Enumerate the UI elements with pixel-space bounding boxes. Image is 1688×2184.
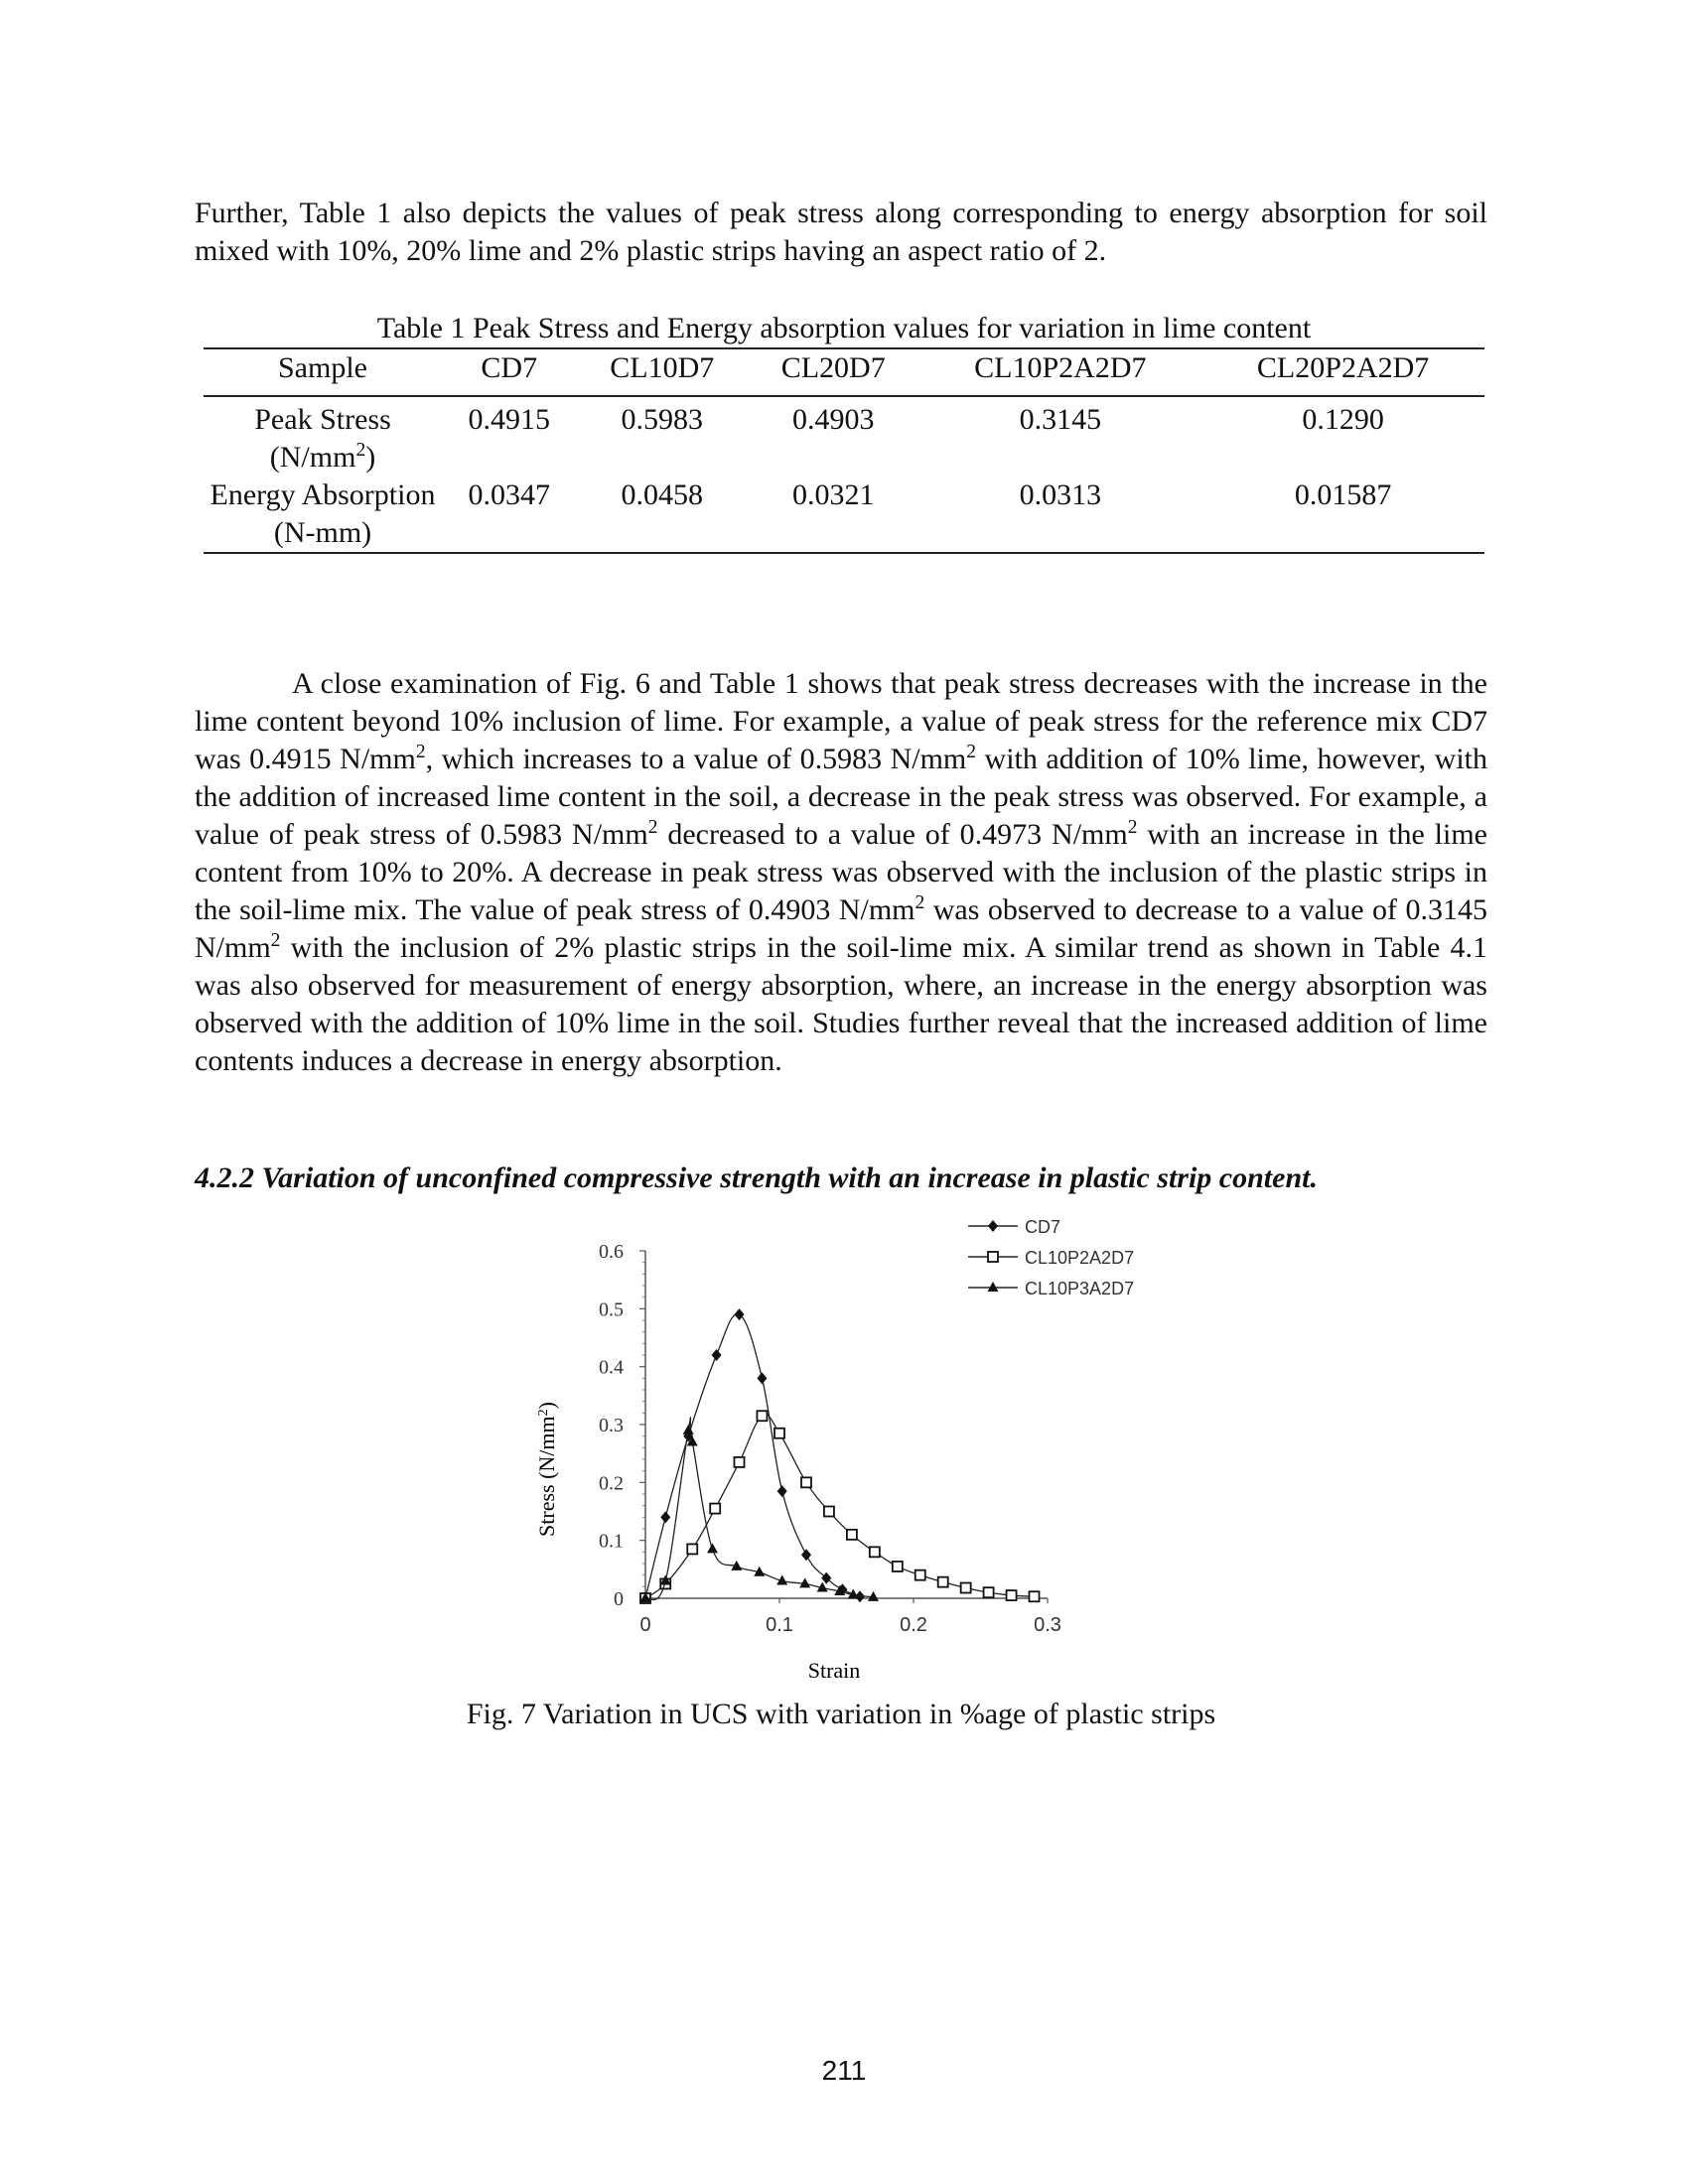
figure-caption: Fig. 7 Variation in UCS with variation in %age of plastic strips: [466, 1698, 1216, 1730]
data-point-cl10p2a2d7: [961, 1583, 971, 1593]
series-line-cd7: [645, 1314, 860, 1598]
data-point-cl10p2a2d7: [710, 1504, 720, 1514]
legend-label: CL10P3A2D7: [1025, 1279, 1135, 1298]
unit-superscript: 2: [1127, 817, 1138, 838]
data-point-cl10p2a2d7: [735, 1457, 745, 1467]
table-header-cell: CL20P2A2D7: [1256, 351, 1430, 384]
unit-superscript: 2: [914, 892, 925, 913]
unit-superscript: 2: [647, 817, 658, 838]
data-point-cd7: [660, 1511, 670, 1523]
table-row-label: [204, 396, 442, 477]
data-point-cl10p2a2d7: [687, 1544, 697, 1554]
data-point-cl10p2a2d7: [870, 1547, 880, 1557]
y-tick-label: 0: [614, 1588, 624, 1610]
table-cell: 0.0321: [791, 478, 875, 511]
table-cell: 0.3145: [1019, 403, 1102, 436]
data-point-cl10p2a2d7: [938, 1577, 948, 1587]
data-point-cd7: [712, 1349, 722, 1361]
x-axis-label: Strain: [807, 1658, 861, 1683]
table-cell: 0.4915: [468, 403, 550, 436]
analysis-text: with the inclusion of 2% plastic strips in the soil-lime mix. A similar trend as shown in Table 4.1 was also observed for measurement of energy absorption, where, an increase in the energy absorption was observed with the addition of 10% lime in the soil. Studies further reveal that the increased addition of lime contents induces a decrease in energy absorption.: [195, 931, 1487, 1077]
analysis-paragraph: [195, 665, 1487, 1080]
data-table: [204, 347, 1484, 554]
table-row: [204, 396, 1484, 477]
row-label-end: ): [365, 441, 376, 474]
table-cell: 0.0347: [468, 478, 550, 511]
legend-marker: [988, 1282, 999, 1292]
legend-label: CL10P2A2D7: [1025, 1248, 1135, 1268]
y-axis-label-text: Stress (N/mm: [534, 1416, 559, 1537]
table-header-cell: CL20D7: [780, 351, 886, 384]
data-point-cd7: [821, 1572, 831, 1584]
data-point-cd7: [801, 1549, 811, 1561]
x-tick-label: 0.1: [766, 1614, 793, 1636]
data-point-cl10p2a2d7: [915, 1570, 925, 1580]
data-point-cl10p2a2d7: [824, 1507, 834, 1517]
table-header-cell: CL10P2A2D7: [974, 351, 1147, 384]
analysis-text: with addition of 10% lime, however, with the addition of increased lime content in the soil, a decrease in the peak stress was observed. For example, a value of peak stress of 0.5983 N/mm: [195, 743, 1487, 851]
unit-superscript: 2: [415, 742, 426, 762]
analysis-text: was observed to decrease to a value of 0.3145 N/mm: [195, 893, 1487, 964]
table-cell: 0.1290: [1302, 403, 1384, 436]
y-axis-label-sup: 2: [536, 1409, 551, 1417]
data-point-cl10p3a2d7: [707, 1543, 718, 1553]
legend-label: CD7: [1025, 1217, 1061, 1237]
data-point-cl10p2a2d7: [801, 1477, 811, 1487]
y-tick-label: 0.3: [599, 1415, 624, 1436]
table-cell: 0.01587: [1294, 478, 1392, 511]
section-heading: 4.2.2 Variation of unconfined compressive strength with an increase in plastic strip content.: [195, 1161, 1318, 1194]
data-point-cl10p2a2d7: [757, 1411, 767, 1421]
table-caption: Table 1 Peak Stress and Energy absorption values for variation in lime content: [376, 312, 1312, 344]
table-row: [204, 477, 1484, 553]
x-tick-label: 0.2: [900, 1614, 927, 1636]
intro-paragraph: Further, Table 1 also depicts the values of peak stress along corresponding to energy absorption for soil mixed with 10%, 20% lime and 2% plastic strips having an aspect ratio of 2.: [195, 197, 1487, 267]
y-tick-label: 0.1: [599, 1530, 624, 1553]
analysis-text: with an increase in the lime content from 10% to 20%. A decrease in peak stress was observed with the inclusion of the plastic strips in the soil-lime mix. The value of peak stress of 0.4903 N/mm: [195, 818, 1487, 926]
table-cell: 0.4903: [791, 403, 875, 436]
chart-legend: [968, 1217, 1134, 1298]
data-point-cl10p2a2d7: [984, 1587, 994, 1597]
series-line-cl10p2a2d7: [645, 1415, 1035, 1598]
analysis-text: decreased to a value of 0.4973 N/mm: [657, 818, 1128, 851]
stress-strain-chart: [516, 1201, 1172, 1688]
unit-superscript: 2: [966, 742, 977, 762]
table-header-sample: Sample: [278, 351, 367, 384]
data-point-cl10p2a2d7: [893, 1562, 903, 1571]
row-label-text: Peak Stress (N/mm: [254, 403, 391, 474]
table-row-label: Energy Absorption (N-mm): [210, 478, 436, 549]
y-tick-label: 0.6: [599, 1241, 624, 1263]
data-point-cd7: [777, 1485, 787, 1497]
table-cell: 0.0458: [621, 478, 703, 511]
table-cell: 0.5983: [621, 403, 703, 436]
chart-series: [640, 1308, 1040, 1604]
x-tick-label: 0.3: [1034, 1614, 1061, 1636]
page-number: 211: [821, 2055, 867, 2086]
data-point-cl10p2a2d7: [774, 1429, 784, 1438]
y-axis-label-end: ): [534, 1402, 559, 1410]
table-header-cell: CL10D7: [610, 351, 715, 384]
legend-marker: [988, 1220, 998, 1232]
unit-superscript: 2: [270, 930, 281, 951]
table-header-row: [204, 348, 1484, 396]
data-point-cl10p2a2d7: [1007, 1590, 1017, 1600]
row-label-sup: 2: [355, 440, 366, 461]
data-point-cd7: [757, 1372, 767, 1384]
data-point-cl10p2a2d7: [1030, 1591, 1040, 1601]
y-tick-label: 0.2: [599, 1472, 624, 1495]
y-axis-label: [534, 1402, 559, 1537]
x-tick-label: 0: [639, 1614, 651, 1636]
data-point-cl10p2a2d7: [847, 1530, 857, 1540]
y-tick-label: 0.5: [599, 1298, 624, 1321]
legend-marker: [988, 1252, 998, 1262]
y-tick-label: 0.4: [599, 1356, 624, 1379]
analysis-text: , which increases to a value of 0.5983 N/mm: [425, 743, 967, 775]
table-cell: 0.0313: [1019, 478, 1102, 511]
analysis-text: A close examination of Fig. 6 and Table 1 shows that peak stress decreases with the increase in the lime content beyond 10% inclusion of lime. For example, a value of peak stress for the reference mix CD7 was 0.4915 N/mm: [195, 667, 1487, 775]
table-header-cell: CD7: [481, 351, 538, 384]
